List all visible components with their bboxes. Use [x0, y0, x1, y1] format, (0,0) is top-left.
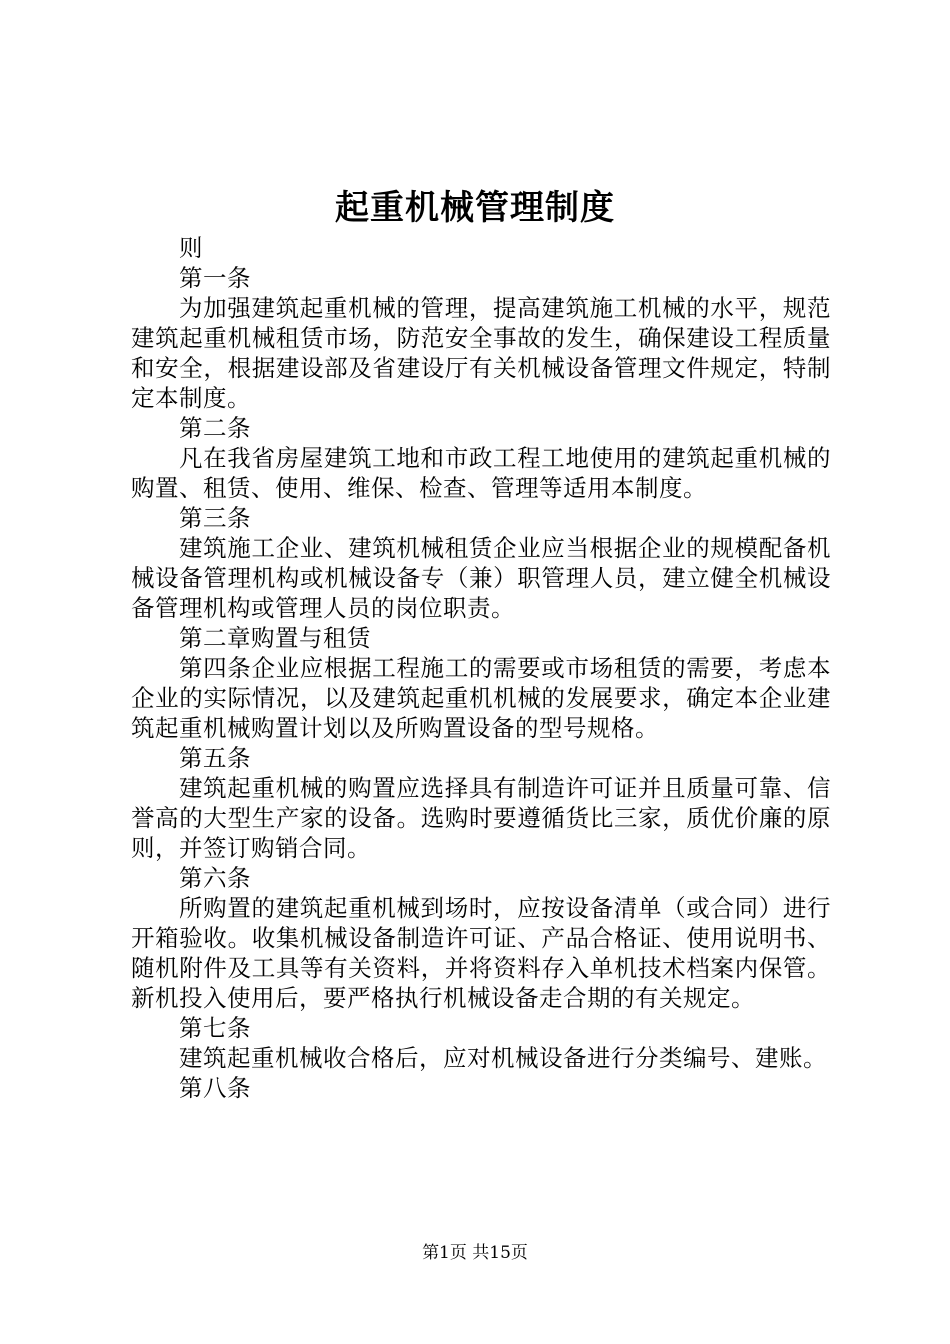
document-title: 起重机械管理制度	[335, 188, 615, 228]
article-paragraph: 建筑起重机械收合格后，应对机械设备进行分类编号、建账。	[179, 1044, 827, 1072]
article-paragraph: 凡在我省房屋建筑工地和市政工程工地使用的建筑起重机械的购置、租赁、使用、维保、检查、管理等适用本制度。	[131, 444, 831, 502]
article-paragraph: 为加强建筑起重机械的管理，提高建筑施工机械的水平，规范建筑起重机械租赁市场，防范安全事故的发生，确保建设工程质量和安全，根据建设部及省建设厅有关机械设备管理文件规定，特制定本制度。	[131, 294, 831, 412]
article-paragraph: 建筑起重机械的购置应选择具有制造许可证并且质量可靠、信誉高的大型生产家的设备。选购时要遵循货比三家，质优价廉的原则，并签订购销合同。	[131, 774, 831, 862]
section-heading: 则	[179, 234, 203, 262]
article-heading: 第二条	[179, 414, 251, 442]
article-heading: 第六条	[179, 864, 251, 892]
article-paragraph: 第四条企业应根据工程施工的需要或市场租赁的需要，考虑本企业的实际情况，以及建筑起重机机械的发展要求，确定本企业建筑起重机械购置计划以及所购置设备的型号规格。	[131, 654, 831, 742]
page-number: 第1页 共15页	[422, 1243, 528, 1263]
article-heading: 第一条	[179, 264, 251, 292]
article-heading: 第七条	[179, 1014, 251, 1042]
article-heading: 第五条	[179, 744, 251, 772]
article-heading: 第三条	[179, 504, 251, 532]
article-paragraph: 所购置的建筑起重机械到场时，应按设备清单（或合同）进行开箱验收。收集机械设备制造许可证、产品合格证、使用说明书、随机附件及工具等有关资料，并将资料存入单机技术档案内保管。新机投入使用后，要严格执行机械设备走合期的有关规定。	[131, 894, 831, 1012]
chapter-heading: 第二章购置与租赁	[179, 624, 371, 652]
article-heading: 第八条	[179, 1074, 251, 1102]
article-paragraph: 建筑施工企业、建筑机械租赁企业应当根据企业的规模配备机械设备管理机构或机械设备专（兼）职管理人员，建立健全机械设备管理机构或管理人员的岗位职责。	[131, 534, 831, 622]
document-body	[131, 233, 831, 1103]
